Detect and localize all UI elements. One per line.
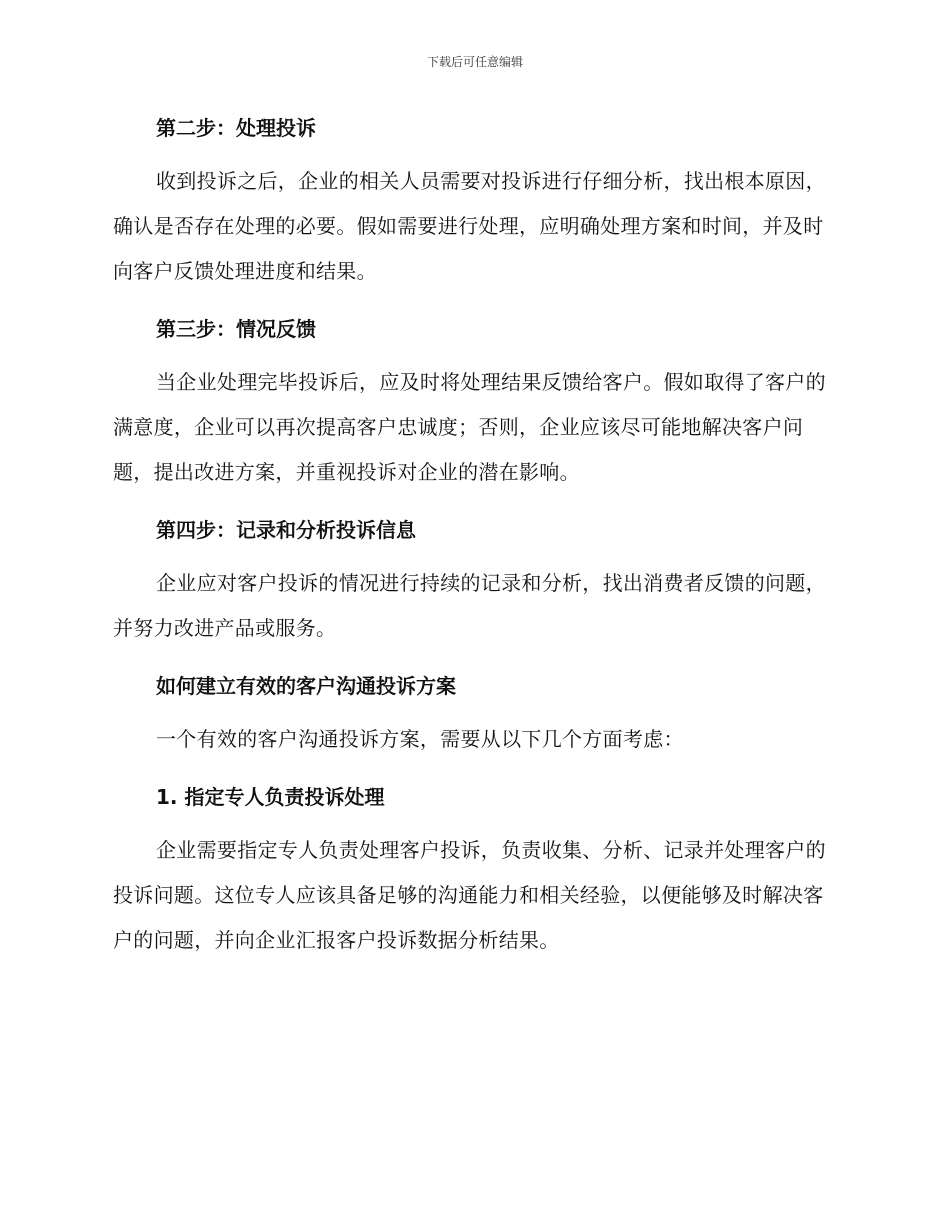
section-paragraph-plan: 一个有效的客户沟通投诉方案，需要从以下几个方面考虑： [156, 727, 684, 751]
section-paragraph-step3: 当企业处理完毕投诉后，应及时将处理结果反馈给客户。假如取得了客户的满意度，企业可以再次提高客户忠诚度；否则，企业应该尽可能地解决客户问题，提出改进方案，并重视投诉对企业的潜在影响。 [113, 370, 826, 484]
section-heading-step3: 第三步：情况反馈 [156, 317, 316, 341]
section-paragraph-item1: 企业需要指定专人负责处理客户投诉，负责收集、分析、记录并处理客户的投诉问题。这位专人应该具备足够的沟通能力和相关经验，以便能够及时解决客户的问题，并向企业汇报客户投诉数据分析结果。 [113, 838, 826, 952]
section-paragraph-step2: 收到投诉之后，企业的相关人员需要对投诉进行仔细分析，找出根本原因，确认是否存在处理的必要。假如需要进行处理，应明确处理方案和时间，并及时向客户反馈处理进度和结果。 [113, 169, 826, 283]
page-header: 下载后可任意编辑 [426, 55, 523, 69]
section-heading-item1: 1. 指定专人负责投诉处理 [156, 785, 385, 809]
document-body [113, 108, 833, 963]
section-heading-step4: 第四步：记录和分析投诉信息 [156, 518, 416, 542]
section-heading-plan: 如何建立有效的客户沟通投诉方案 [156, 674, 456, 698]
section-paragraph-step4: 企业应对客户投诉的情况进行持续的记录和分析，找出消费者反馈的问题，并努力改进产品或服务。 [113, 571, 826, 640]
section-heading-step2: 第二步：处理投诉 [156, 116, 316, 140]
